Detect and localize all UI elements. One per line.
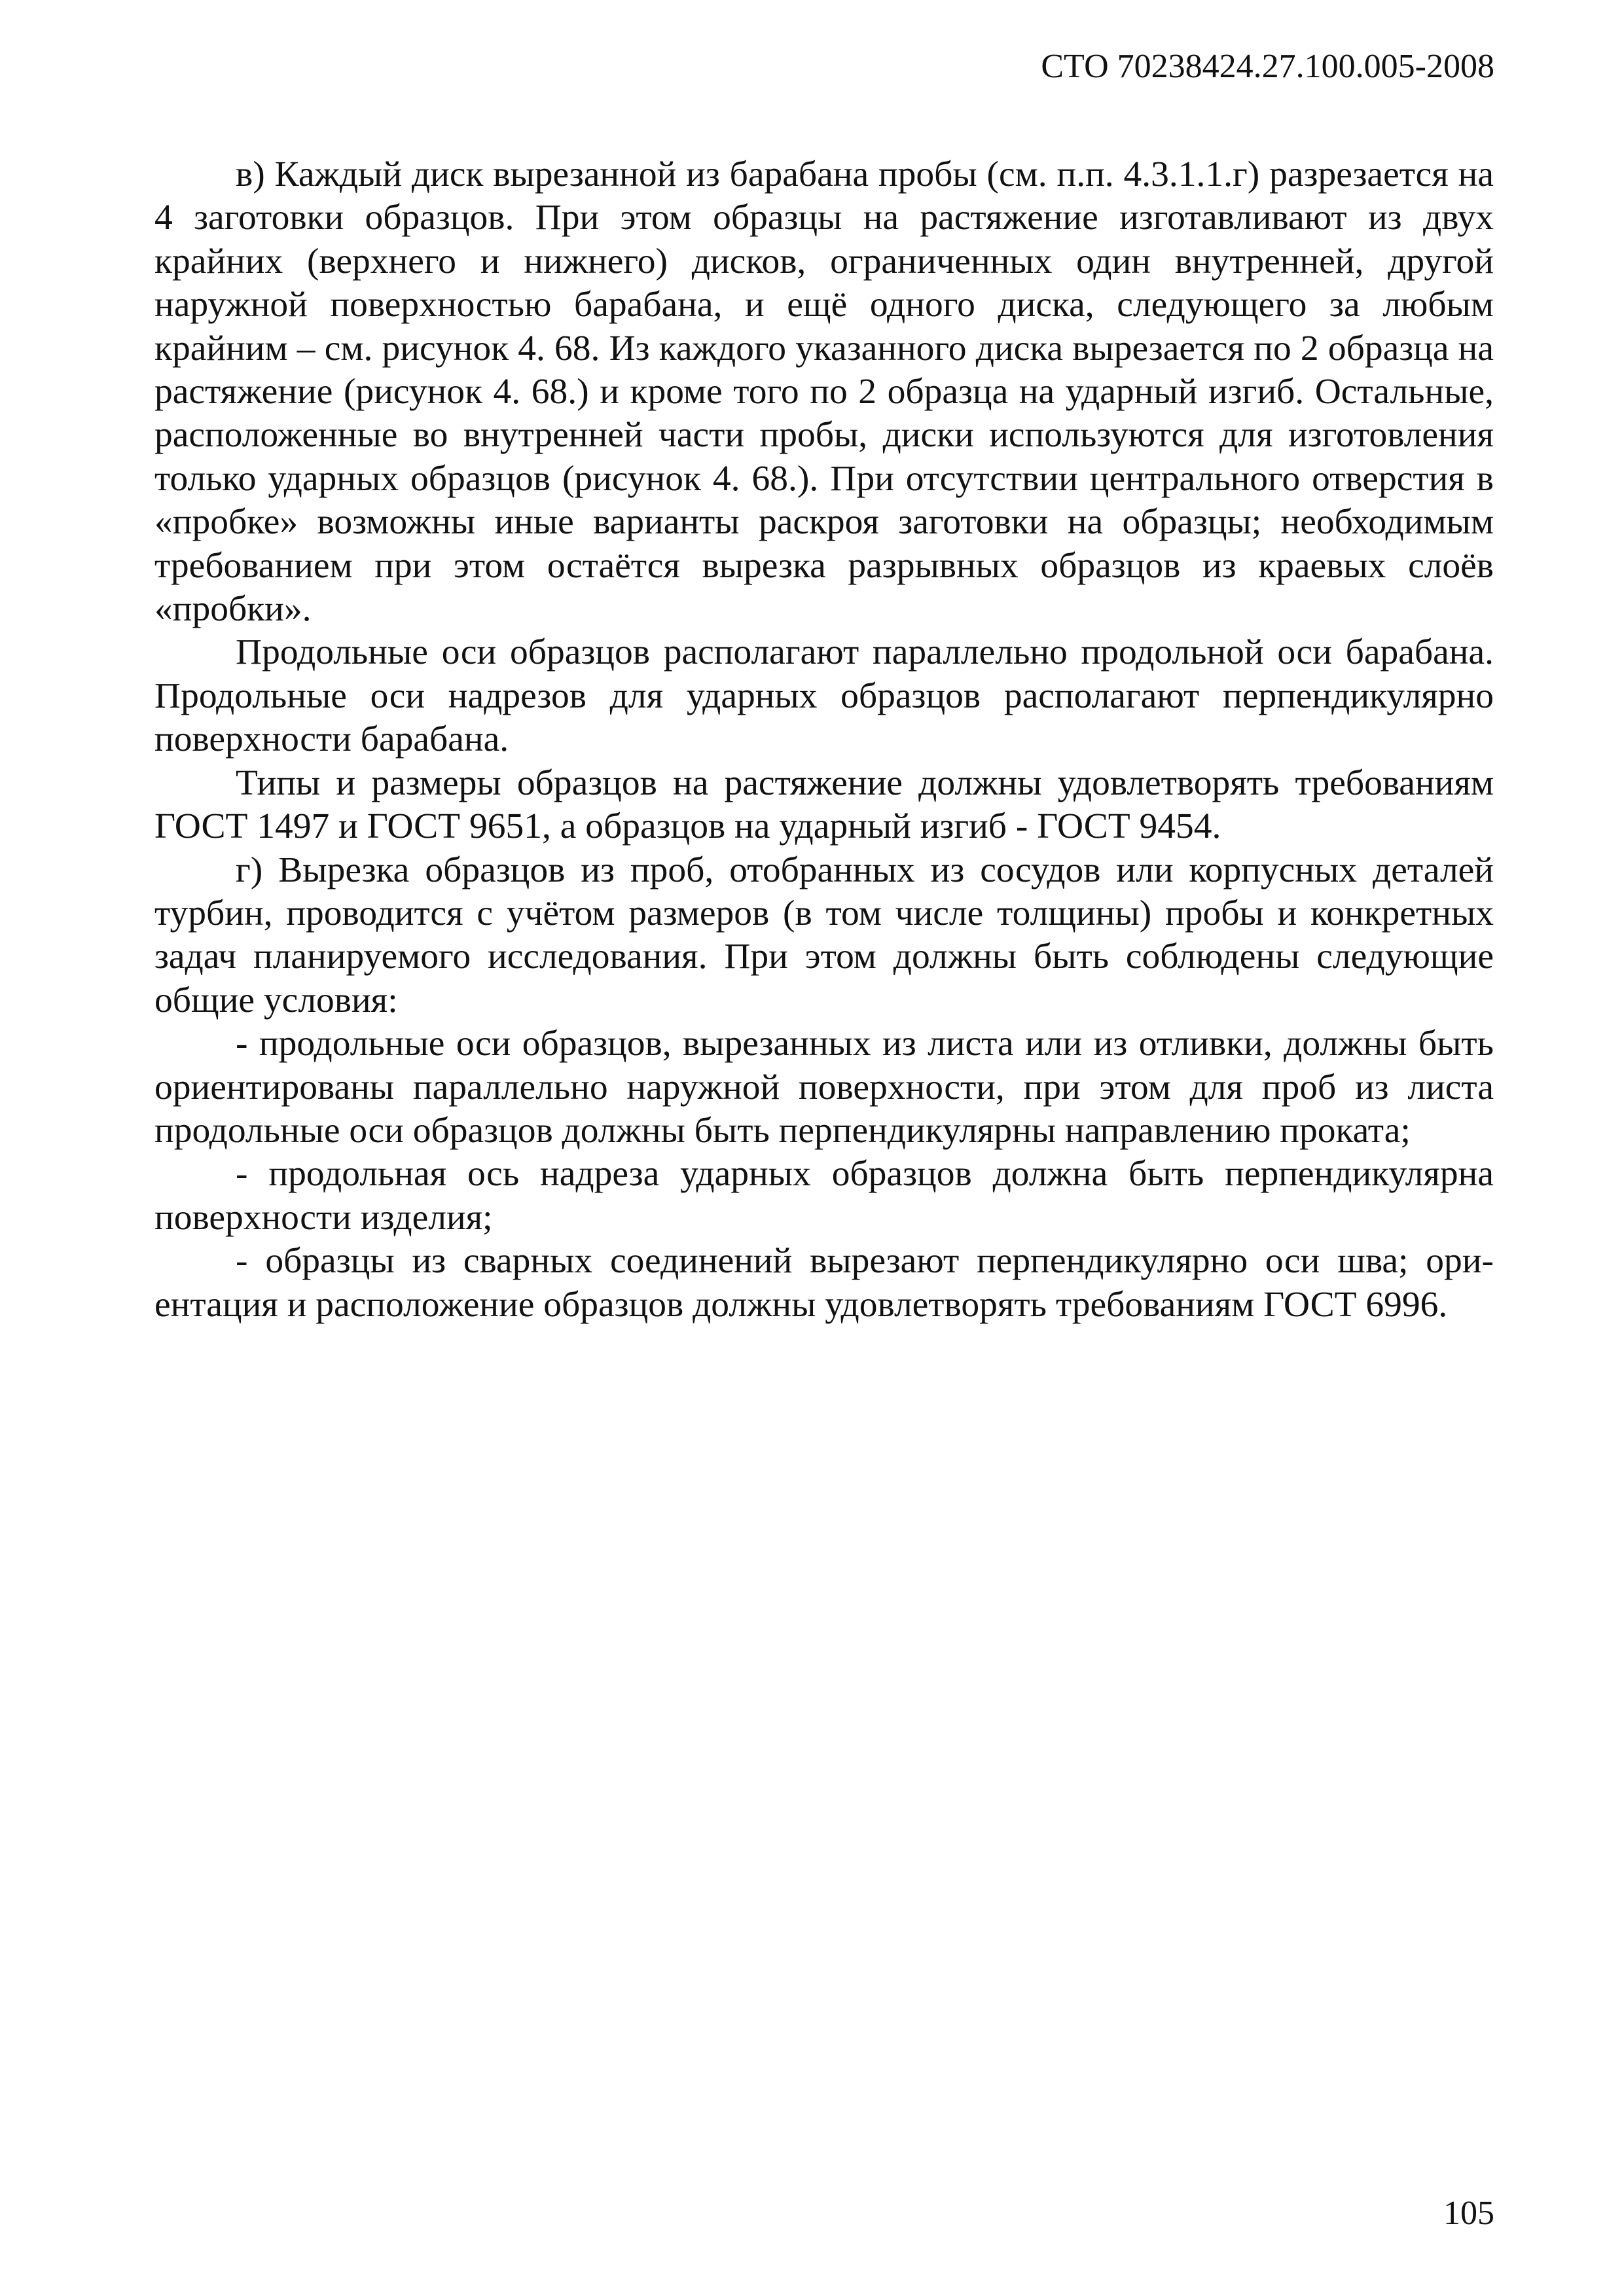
paragraph-specimen-types: Типы и размеры образцов на растяжение должны удовлетворять требованиям ГОСТ 1497 и ГОСТ 9651, а образцов на ударный изгиб - ГОСТ 9454. (154, 762, 1494, 847)
paragraph-g-vessel-samples: г) Вырезка образцов из проб, отобранных из сосудов или корпусных деталей турбин, проводится с учётом размеров (в том числе толщины) пробы и конкретных задач планируемого исследования. При этом должны быть соблюдены следующие общие условия: (154, 850, 1494, 1020)
list-item-sheet-casting-axes: - продольные оси образцов, вырезанных из листа или из отливки, должны быть ориентированы параллельно наружной поверхности, при этом для проб из листа продольные оси образцов должны быть перпендикулярны направлению проката; (154, 1024, 1494, 1151)
page-number: 105 (1443, 2195, 1494, 2232)
paragraph-longitudinal-axes: Продольные оси образцов располагают параллельно продольной оси барабана. Продольные оси надрезов для ударных образцов располагают перпендикулярно поверхности барабана. (154, 632, 1494, 760)
list-item-notch-axis: - продольная ось надреза ударных образцов должна быть перпендикулярна поверхности изделия; (154, 1154, 1494, 1238)
paragraph-v-disk-cutting: в) Каждый диск вырезанной из барабана пробы (см. п.п. 4.3.1.1.г) разрезается на 4 заготовки образцов. При этом образцы на растяжение изготавливают из двух крайних (верхнего и нижнего) дисков, ограниченных один внутренней, другой наружной поверхностью барабана, и ещё одного диска, следующего за любым крайним – см. рисунок 4. 68. Из каждого указанного диска вырезается по 2 образца на растяжение (рисунок 4. 68.) и кроме того по 2 образца на ударный изгиб. Остальные, расположенные во внутренней части пробы, диски используются для изготовления только ударных образцов (рисунок 4. 68.). При отсутствии центрального отверстия в «пробке» возможны иные варианты раскроя заготовки на образцы; необходимым требованием при этом остаётся вырезка разрывных образцов из краевых слоёв «пробки». (154, 154, 1494, 630)
page-header-doc-code: СТО 70238424.27.100.005-2008 (1041, 48, 1494, 85)
list-item-welded-joints: - образцы из сварных соединений вырезают перпендикулярно оси шва; ориентация и расположение образцов должны удовлетворять требованиям ГОСТ 6996. (154, 1241, 1494, 1325)
document-body (154, 153, 1494, 1327)
